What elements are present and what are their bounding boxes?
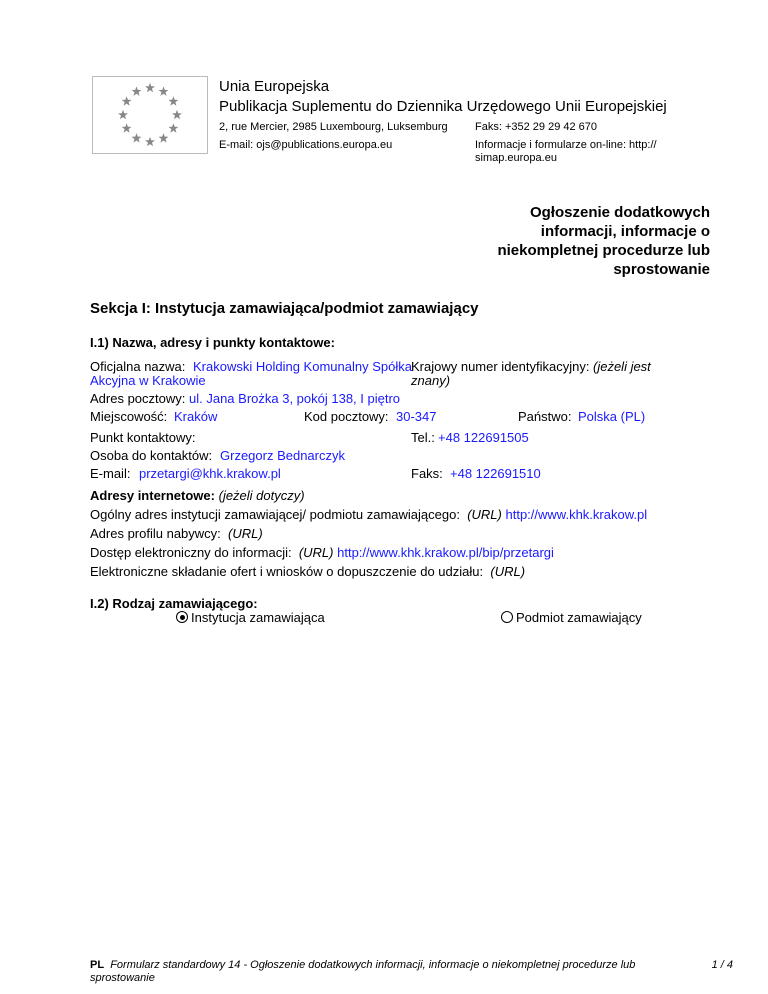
e-access-note: (URL)	[298, 545, 334, 560]
footer-lang: PL	[90, 959, 105, 971]
notice-title-line: sprostowanie	[613, 261, 710, 278]
option-contracting-entity[interactable]	[501, 610, 642, 626]
header-fax: Faks: +352 29 29 42 670	[475, 121, 598, 133]
official-name-value-line1: Krakowski Holding Komunalny Spółka	[193, 359, 412, 374]
city-label: Miejscowość:	[90, 409, 168, 424]
internet-note: (jeżeli dotyczy)	[218, 488, 305, 503]
buyer-profile-note: (URL)	[228, 526, 263, 541]
star-icon	[159, 86, 169, 95]
general-url-label: Ogólny adres instytucji zamawiającej/ podmiotu zamawiającego:	[90, 507, 460, 522]
tel-label: Tel.:	[411, 430, 435, 445]
postal-label: Adres pocztowy:	[90, 391, 186, 406]
national-id-label: Krajowy numer identyfikacyjny:	[411, 359, 590, 374]
header-org: Unia Europejska	[219, 78, 330, 95]
postcode-value: 30-347	[396, 409, 437, 424]
star-icon	[122, 123, 132, 132]
header-address: 2, rue Mercier, 2985 Luxembourg, Luksemburg	[219, 121, 448, 133]
header-info-line2: simap.europa.eu	[475, 152, 557, 164]
person-value: Grzegorz Bednarczyk	[220, 448, 345, 463]
official-name-label: Oficjalna nazwa:	[90, 359, 186, 374]
country-value: Polska (PL)	[578, 409, 646, 424]
tel-value: +48 122691505	[438, 430, 529, 445]
star-icon	[159, 133, 169, 142]
e-submission-row	[90, 564, 525, 580]
contact-point-label: Punkt kontaktowy:	[90, 430, 196, 445]
option2-label: Podmiot zamawiający	[516, 610, 642, 625]
eu-flag-logo	[92, 76, 208, 154]
star-icon	[132, 133, 142, 142]
option-contracting-authority[interactable]	[176, 610, 325, 626]
e-submission-label: Elektroniczne składanie ofert i wniosków o dopuszczenie do udziału:	[90, 564, 484, 579]
email-value[interactable]: przetargi@khk.krakow.pl	[139, 466, 281, 481]
general-url-note: (URL)	[467, 507, 502, 522]
notice-title-line: Ogłoszenie dodatkowych	[529, 204, 710, 221]
footer	[90, 959, 690, 985]
city-value: Kraków	[174, 409, 218, 424]
e-access-row	[90, 545, 554, 561]
general-url-link[interactable]: http://www.khk.krakow.pl	[505, 507, 648, 522]
header-publication: Publikacja Suplementu do Dziennika Urzędowego Unii Europejskiej	[219, 98, 667, 115]
footer-text: Formularz standardowy 14 - Ogłoszenie dodatkowych informacji, informacje o niekompletnej procedurze lub sprostowanie	[90, 959, 636, 984]
notice-title	[450, 203, 710, 279]
national-id-note-line2: znany)	[411, 373, 451, 388]
postal-value: ul. Jana Brożka 3, pokój 138, I piętro	[189, 391, 401, 406]
section-title: Sekcja I: Instytucja zamawiająca/podmiot zamawiający	[90, 300, 479, 317]
star-icon	[122, 96, 132, 105]
option1-label: Instytucja zamawiająca	[191, 610, 325, 625]
buyer-profile-row	[90, 526, 263, 542]
notice-title-line: niekompletnej procedurze lub	[497, 242, 710, 259]
official-name-value-line2: Akcyjna w Krakowie	[90, 373, 206, 388]
country-label: Państwo:	[518, 409, 572, 424]
star-icon	[132, 86, 142, 95]
header-email: E-mail: ojs@publications.europa.eu	[219, 139, 393, 151]
general-url-row	[90, 507, 647, 523]
page-number: 1 / 4	[711, 959, 733, 971]
internet-addresses-row	[90, 488, 305, 504]
star-icon	[168, 96, 178, 105]
person-label: Osoba do kontaktów:	[90, 448, 213, 463]
star-icon	[145, 83, 155, 92]
s12-heading: I.2) Rodzaj zamawiającego:	[90, 596, 258, 611]
buyer-profile-label: Adres profilu nabywcy:	[90, 526, 221, 541]
fax-label: Faks:	[411, 466, 443, 481]
header-info-line1: Informacje i formularze on-line: http://	[475, 139, 657, 151]
e-access-label: Dostęp elektroniczny do informacji:	[90, 545, 292, 560]
e-submission-note: (URL)	[490, 564, 526, 579]
star-icon	[145, 137, 155, 146]
postcode-label: Kod pocztowy:	[304, 409, 389, 424]
national-id-note-line1: (jeżeli jest	[593, 359, 651, 374]
star-icon	[172, 110, 182, 119]
fax-value: +48 122691510	[450, 466, 541, 481]
radio-empty-icon[interactable]	[501, 611, 513, 623]
email-label: E-mail:	[90, 466, 131, 481]
radio-selected-icon[interactable]	[176, 611, 188, 623]
internet-label: Adresy internetowe:	[90, 488, 215, 503]
star-icon	[118, 110, 128, 119]
e-access-link[interactable]: http://www.khk.krakow.pl/bip/przetargi	[337, 545, 554, 560]
s11-heading: I.1) Nazwa, adresy i punkty kontaktowe:	[90, 335, 335, 350]
notice-title-line: informacji, informacje o	[540, 223, 710, 240]
eu-stars-icon	[93, 77, 207, 153]
star-icon	[168, 123, 178, 132]
